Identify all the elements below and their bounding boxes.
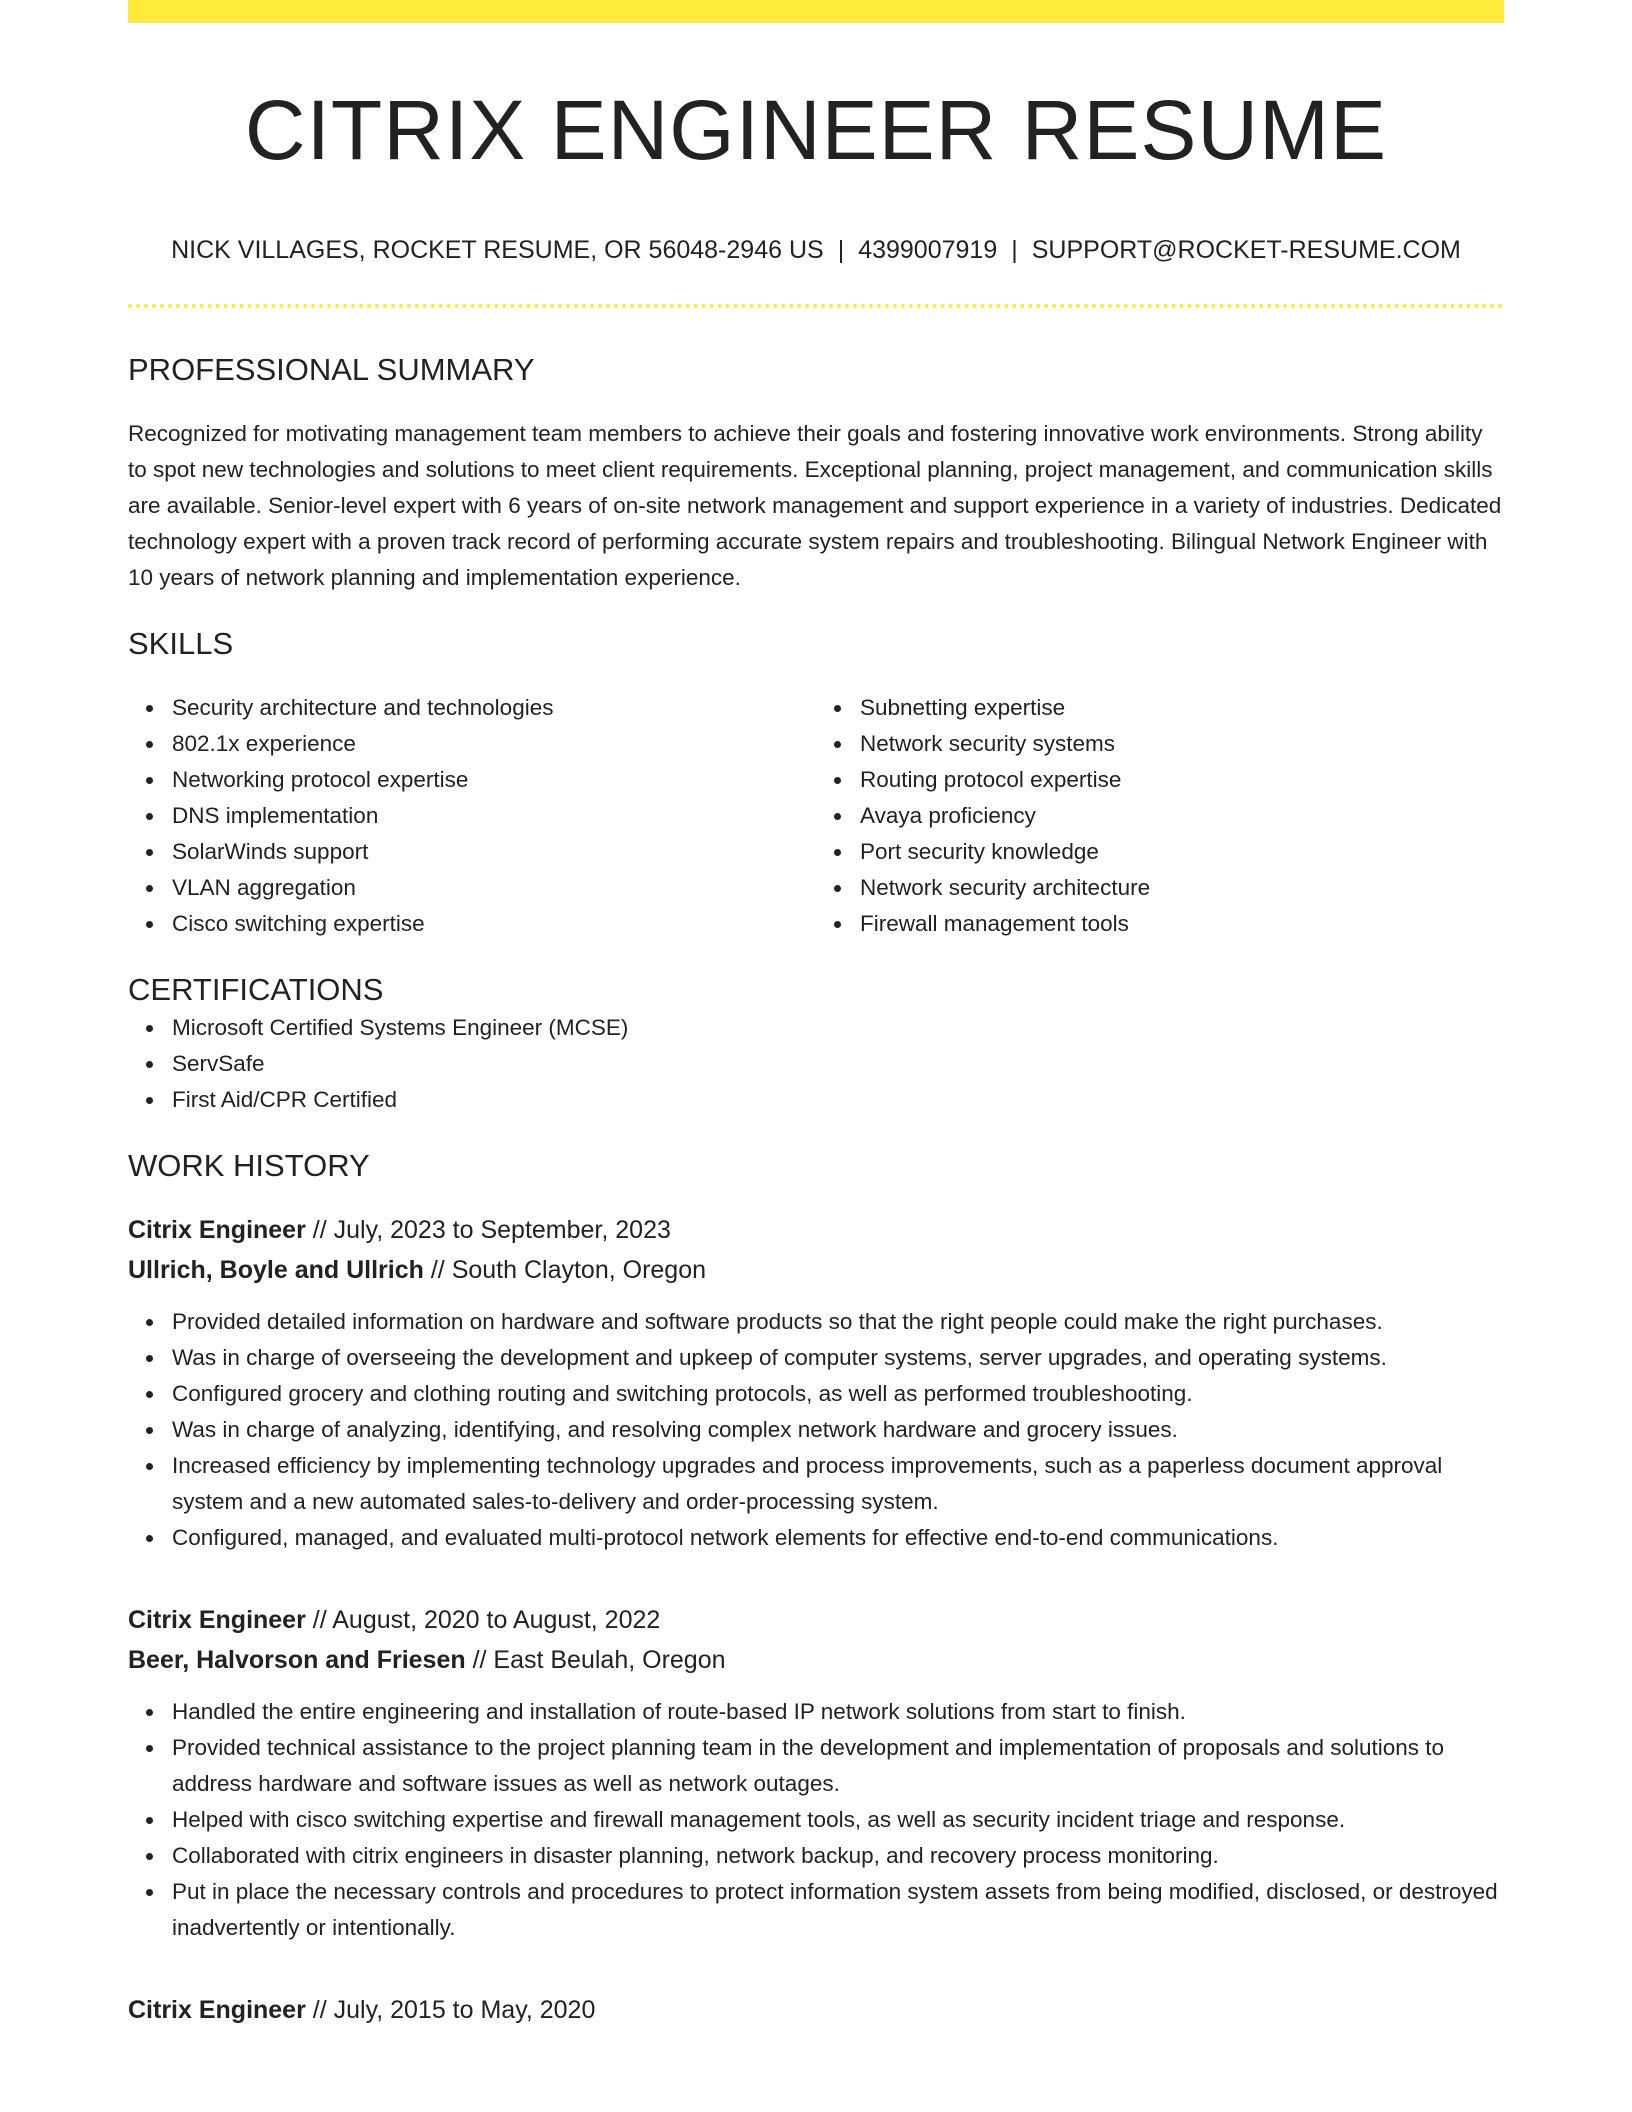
contact-phone: 4399007919 [858, 236, 998, 264]
resume-title: CITRIX ENGINEER RESUME [244, 83, 1388, 177]
job-title: Citrix Engineer [128, 1216, 306, 1244]
job-bullet: Handled the entire engineering and installation of route-based IP network solutions from start to finish. [172, 1694, 1504, 1730]
resume-content [128, 0, 1504, 2030]
job-dates: // July, 2015 to May, 2020 [312, 1996, 596, 2024]
summary-text: Recognized for motivating management team members to achieve their goals and fostering innovative work environments. Strong ability to spot new technologies and solutions to meet client requirements. Exceptional planning, project management, and communication skills are available. Senior-level expert with 6 years of on-site network management and support experience in a variety of industries. Dedicated technology expert with a proven track record of performing accurate system repairs and troubleshooting. Bilingual Network Engineer with 10 years of network planning and implementation experience. [128, 421, 1502, 590]
skill-item: Routing protocol expertise [860, 762, 1504, 798]
skill-item: Security architecture and technologies [172, 690, 816, 726]
summary-heading: PROFESSIONAL SUMMARY [128, 352, 535, 387]
job-bullet: Configured grocery and clothing routing and switching protocols, as well as performed troubleshooting. [172, 1376, 1504, 1412]
contact-email: SUPPORT@ROCKET-RESUME.COM [1031, 236, 1461, 264]
job-bullet: Configured, managed, and evaluated multi-protocol network elements for effective end-to-end communications. [172, 1520, 1504, 1556]
skill-item: Port security knowledge [860, 834, 1504, 870]
skills-list-left [128, 690, 816, 942]
job-bullet-list [128, 1694, 1504, 1946]
job-bullet: Put in place the necessary controls and procedures to protect information system assets from being modified, disclosed, or destroyed inadvertently or intentionally. [172, 1874, 1504, 1946]
skills-heading: SKILLS [128, 626, 234, 661]
skill-item: SolarWinds support [172, 834, 816, 870]
job-bullet: Provided technical assistance to the project planning team in the development and implementation of proposals and solutions to address hardware and software issues as well as network outages. [172, 1730, 1504, 1802]
contact-address: NICK VILLAGES, ROCKET RESUME, OR 56048-2946 US [171, 236, 824, 264]
skill-item: VLAN aggregation [172, 870, 816, 906]
skills-list-right [816, 690, 1504, 942]
job-title: Citrix Engineer [128, 1606, 306, 1634]
job-bullet: Provided detailed information on hardware and software products so that the right people could make the right purchases. [172, 1304, 1504, 1340]
job-company: Beer, Halvorson and Friesen [128, 1646, 466, 1674]
skill-item: DNS implementation [172, 798, 816, 834]
skill-item: Network security architecture [860, 870, 1504, 906]
job-title-line [128, 1990, 1504, 2030]
skill-item: Firewall management tools [860, 906, 1504, 942]
job-company-line [128, 1640, 1504, 1680]
job-bullet: Helped with cisco switching expertise and firewall management tools, as well as security incident triage and response. [172, 1802, 1504, 1838]
skill-item: Subnetting expertise [860, 690, 1504, 726]
certifications-list [128, 1010, 1504, 1118]
skill-item: Avaya proficiency [860, 798, 1504, 834]
skills-columns [128, 690, 1504, 942]
job-location: // South Clayton, Oregon [430, 1256, 707, 1284]
contact-line [128, 234, 1504, 266]
contact-separator: | [1011, 236, 1018, 264]
job-bullet-list [128, 1304, 1504, 1556]
job-entry [128, 1210, 1504, 1556]
certification-item: ServSafe [172, 1046, 1504, 1082]
certifications-heading: CERTIFICATIONS [128, 972, 384, 1007]
job-entry [128, 1600, 1504, 1946]
job-bullet: Increased efficiency by implementing technology upgrades and process improvements, such as a paperless document approval system and a new automated sales-to-delivery and order-processing system. [172, 1448, 1504, 1520]
dotted-divider [128, 304, 1504, 308]
job-title: Citrix Engineer [128, 1996, 306, 2024]
job-bullet: Was in charge of overseeing the development and upkeep of computer systems, server upgrades, and operating systems. [172, 1340, 1504, 1376]
job-company-line [128, 1250, 1504, 1290]
job-company: Ullrich, Boyle and Ullrich [128, 1256, 424, 1284]
certification-item: First Aid/CPR Certified [172, 1082, 1504, 1118]
work-history-heading: WORK HISTORY [128, 1148, 370, 1183]
job-dates: // August, 2020 to August, 2022 [312, 1606, 661, 1634]
contact-separator: | [837, 236, 845, 264]
skill-item: Networking protocol expertise [172, 762, 816, 798]
skill-item: Cisco switching expertise [172, 906, 816, 942]
job-entry [128, 1990, 1504, 2030]
job-title-line [128, 1210, 1504, 1250]
job-bullet: Collaborated with citrix engineers in disaster planning, network backup, and recovery process monitoring. [172, 1838, 1504, 1874]
job-title-line [128, 1600, 1504, 1640]
job-location: // East Beulah, Oregon [472, 1646, 726, 1674]
skill-item: 802.1x experience [172, 726, 816, 762]
skill-item: Network security systems [860, 726, 1504, 762]
job-dates: // July, 2023 to September, 2023 [312, 1216, 671, 1244]
certification-item: Microsoft Certified Systems Engineer (MCSE) [172, 1010, 1504, 1046]
job-bullet: Was in charge of analyzing, identifying, and resolving complex network hardware and grocery issues. [172, 1412, 1504, 1448]
